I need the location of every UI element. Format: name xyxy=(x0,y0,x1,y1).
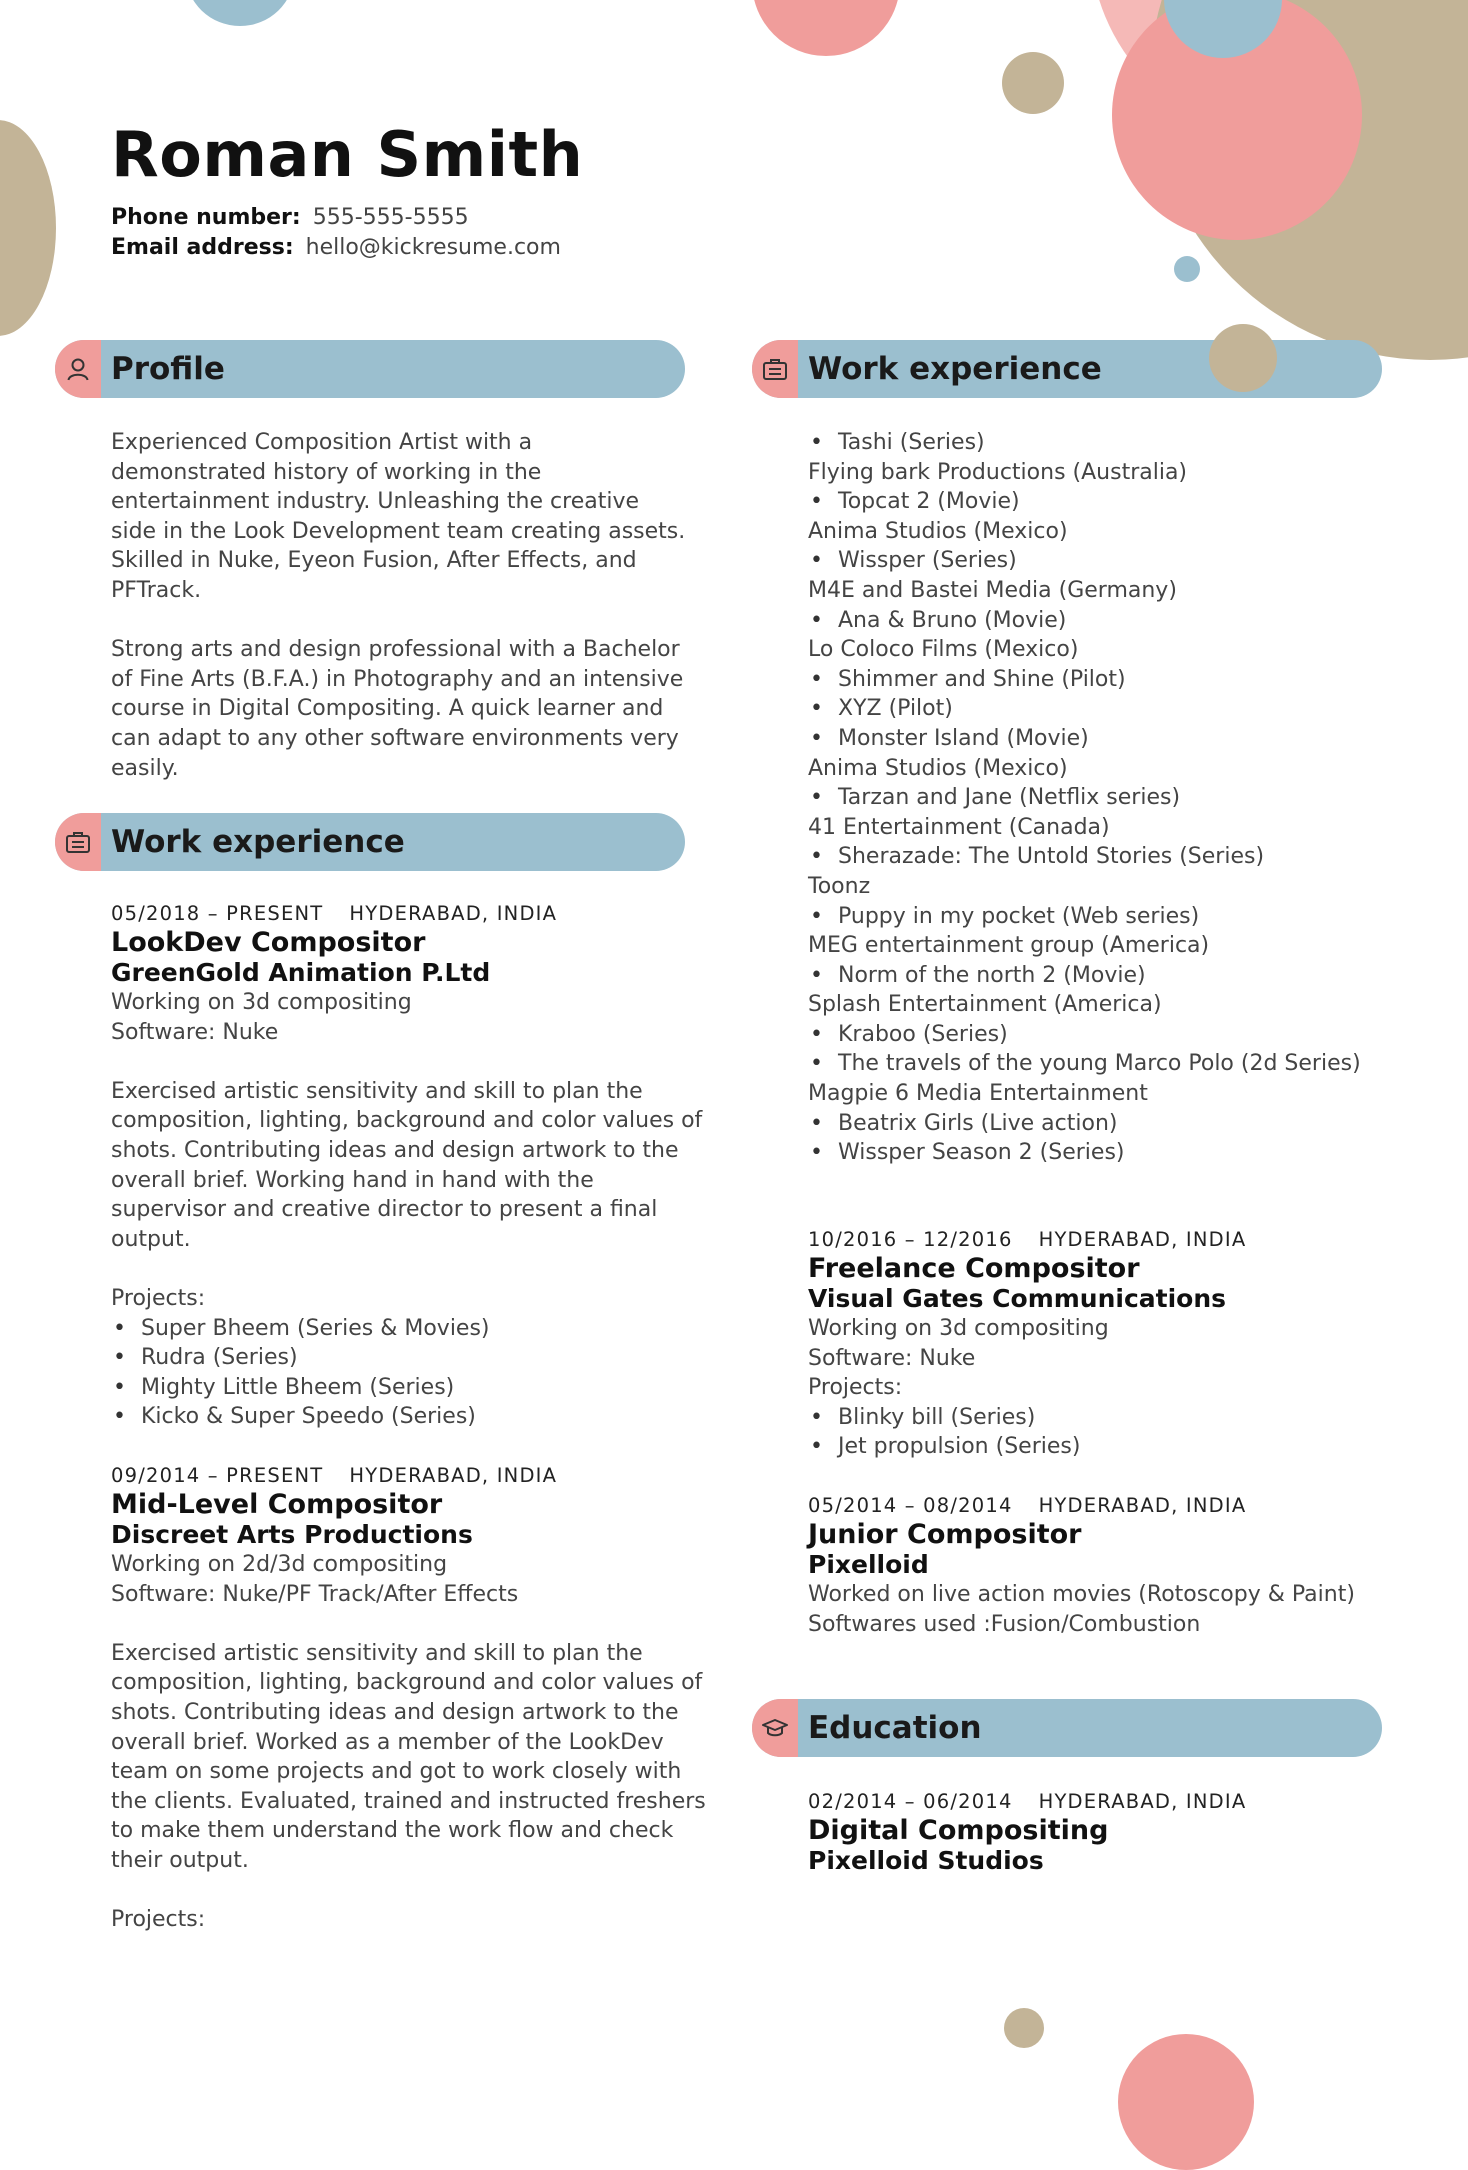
list-item: • Wissper Season 2 (Series) xyxy=(808,1138,1428,1168)
education-section-header xyxy=(752,1699,1382,1757)
list-item: • Tashi (Series) xyxy=(808,428,1428,458)
job-entry xyxy=(808,1226,1428,1462)
list-item: • Super Bheem (Series & Movies) xyxy=(111,1314,711,1344)
job-meta xyxy=(111,1462,711,1490)
work-icon-badge xyxy=(55,813,101,871)
list-item: • XYZ (Pilot) xyxy=(808,694,1428,724)
profile-icon-badge xyxy=(55,340,101,398)
job-dates: 05/2018 – PRESENT xyxy=(111,902,324,925)
job-line: Working on 3d compositing xyxy=(111,990,412,1015)
job-title: Mid-Level Compositor xyxy=(111,1489,443,1520)
education-meta xyxy=(808,1788,1428,1816)
job-dates: 05/2014 – 08/2014 xyxy=(808,1494,1013,1517)
continued-list xyxy=(808,428,1428,1168)
decor-circle xyxy=(752,0,900,56)
education-dates: 02/2014 – 06/2014 xyxy=(808,1790,1013,1813)
decor-circle xyxy=(1002,52,1064,114)
briefcase-icon xyxy=(761,356,789,382)
list-item: • Blinky bill (Series) xyxy=(808,1403,1428,1433)
email-label: Email address: xyxy=(111,235,294,260)
bullet-list xyxy=(808,1109,1428,1139)
studio-line: 41 Entertainment (Canada) xyxy=(808,814,1110,840)
job-entry xyxy=(111,900,711,1432)
job-line: Worked on live action movies (Rotoscopy & Paint) xyxy=(808,1582,1355,1607)
list-item: • Kicko & Super Speedo (Series) xyxy=(111,1402,711,1432)
continued-projects xyxy=(808,428,1428,1168)
job-title: Junior Compositor xyxy=(808,1519,1082,1550)
list-item: • Mighty Little Bheem (Series) xyxy=(111,1373,711,1403)
education-icon-badge xyxy=(752,1699,798,1757)
work-section-title: Work experience xyxy=(808,351,1102,387)
job-title: Freelance Compositor xyxy=(808,1253,1140,1284)
profile-paragraph: Experienced Composition Artist with a demonstrated history of working in the entertainment industry. Unleashing the creative side in the Look Development team creating assets. Skilled in Nuke, Eyeon Fusion, After Effects, and PFTrack. xyxy=(111,430,686,603)
studio-line: Anima Studios (Mexico) xyxy=(808,518,1068,544)
bullet-list xyxy=(808,961,1428,991)
projects-label: Projects: xyxy=(808,1375,903,1401)
list-item: • Jet propulsion (Series) xyxy=(808,1432,1428,1462)
bullet-list xyxy=(808,487,1428,517)
projects-list xyxy=(808,1403,1428,1462)
job-meta xyxy=(808,1492,1428,1520)
job-line: Software: Nuke xyxy=(111,1019,279,1045)
list-item: • Topcat 2 (Movie) xyxy=(808,487,1428,517)
job-company: GreenGold Animation P.Ltd xyxy=(111,958,491,987)
profile-text xyxy=(111,428,691,783)
job-meta xyxy=(808,1226,1428,1254)
phone-value: 555-555-5555 xyxy=(312,205,469,230)
list-item: • The travels of the young Marco Polo (2d Series) xyxy=(808,1049,1428,1079)
job-title: LookDev Compositor xyxy=(111,927,426,958)
job-line: Software: Nuke/PF Track/After Effects xyxy=(111,1581,519,1607)
person-name: Roman Smith xyxy=(111,118,584,191)
work-section-title: Work experience xyxy=(111,824,405,860)
list-item: • Puppy in my pocket (Web series) xyxy=(808,902,1428,932)
studio-line: Lo Coloco Films (Mexico) xyxy=(808,637,1079,663)
job-description: Exercised artistic sensitivity and skill to plan the composition, lighting, background and color values of shots. Contributing ideas and design artwork to the overall brief. Working hand in hand with the supervisor and creative director to present a final output. xyxy=(111,1078,703,1252)
education-location: HYDERABAD, INDIA xyxy=(1038,1790,1247,1813)
education-section-title: Education xyxy=(808,1710,982,1746)
list-item: • Kraboo (Series) xyxy=(808,1020,1428,1050)
job-description: Exercised artistic sensitivity and skill to plan the composition, lighting, background and color values of shots. Contributing ideas and design artwork to the overall brief. Worked as a member of the LookDev team on some projects and got to work closely with the clients. Evaluated, trained and instructed freshers to make them understand the work flow and check their output. xyxy=(111,1640,706,1873)
decor-circle xyxy=(1118,2034,1254,2170)
bullet-list xyxy=(808,783,1428,813)
education-school: Pixelloid Studios xyxy=(808,1846,1044,1875)
studio-line: Anima Studios (Mexico) xyxy=(808,755,1068,781)
education-title: Digital Compositing xyxy=(808,1815,1109,1846)
bullet-list xyxy=(808,902,1428,932)
list-item: • Rudra (Series) xyxy=(111,1343,711,1373)
list-item: • Wissper (Series) xyxy=(808,546,1428,576)
job-location: HYDERABAD, INDIA xyxy=(1038,1228,1247,1251)
email-row xyxy=(111,233,561,263)
profile-section-header xyxy=(55,340,685,398)
studio-line: M4E and Bastei Media (Germany) xyxy=(808,577,1177,603)
bullet-list xyxy=(808,1020,1428,1050)
person-icon xyxy=(65,356,91,382)
bullet-list xyxy=(808,694,1428,724)
list-item: • Norm of the north 2 (Movie) xyxy=(808,961,1428,991)
projects-label: Projects: xyxy=(111,1907,206,1933)
projects-list xyxy=(111,1314,711,1432)
job-company: Discreet Arts Productions xyxy=(111,1520,473,1549)
studio-line: MEG entertainment group (America) xyxy=(808,933,1210,959)
studio-line: Splash Entertainment (America) xyxy=(808,992,1162,1018)
studio-line: Flying bark Productions (Australia) xyxy=(808,459,1188,485)
job-location: HYDERABAD, INDIA xyxy=(349,902,558,925)
list-item: • Sherazade: The Untold Stories (Series) xyxy=(808,842,1428,872)
job-entry xyxy=(808,1492,1428,1639)
list-item: • Shimmer and Shine (Pilot) xyxy=(808,665,1428,695)
profile-section-title: Profile xyxy=(111,351,225,387)
contact-block xyxy=(111,203,561,263)
work-icon-badge xyxy=(752,340,798,398)
job-line: Working on 3d compositing xyxy=(808,1316,1109,1341)
decor-circle xyxy=(0,120,56,336)
phone-label: Phone number: xyxy=(111,205,301,230)
job-company: Pixelloid xyxy=(808,1550,929,1579)
job-line: Software: Nuke xyxy=(808,1345,976,1371)
bullet-list xyxy=(808,842,1428,872)
job-meta xyxy=(111,900,711,928)
work-section-header xyxy=(752,340,1382,398)
work-section-right xyxy=(752,340,1382,398)
list-item: • Ana & Bruno (Movie) xyxy=(808,606,1428,636)
job-dates: 09/2014 – PRESENT xyxy=(111,1464,324,1487)
education-entry xyxy=(808,1788,1428,1876)
job-dates: 10/2016 – 12/2016 xyxy=(808,1228,1013,1251)
profile-paragraph: Strong arts and design professional with a Bachelor of Fine Arts (B.F.A.) in Photography and an intensive course in Digital Compositing. A quick learner and can adapt to any other software environments very easily. xyxy=(111,637,684,781)
briefcase-icon xyxy=(64,829,92,855)
decor-circle xyxy=(186,0,294,26)
job-line: Working on 2d/3d compositing xyxy=(111,1552,448,1577)
list-item: • Monster Island (Movie) xyxy=(808,724,1428,754)
bullet-list xyxy=(808,665,1428,695)
list-item: • Beatrix Girls (Live action) xyxy=(808,1109,1428,1139)
studio-line: Toonz xyxy=(808,873,871,899)
bullet-list xyxy=(808,428,1428,458)
email-value: hello@kickresume.com xyxy=(305,235,561,260)
job-company: Visual Gates Communications xyxy=(808,1284,1227,1313)
job-location: HYDERABAD, INDIA xyxy=(349,1464,558,1487)
list-item: • Tarzan and Jane (Netflix series) xyxy=(808,783,1428,813)
bullet-list xyxy=(808,1138,1428,1168)
graduation-cap-icon xyxy=(761,1716,789,1740)
bullet-list xyxy=(808,606,1428,636)
job-line: Softwares used :Fusion/Combustion xyxy=(808,1611,1201,1637)
work-section-left xyxy=(55,813,685,871)
bullet-list xyxy=(808,724,1428,754)
decor-circle xyxy=(1209,324,1277,392)
decor-circle xyxy=(1174,256,1200,282)
phone-row xyxy=(111,203,561,233)
projects-label: Projects: xyxy=(111,1285,206,1311)
bullet-list xyxy=(808,1049,1428,1079)
education-section xyxy=(752,1699,1382,1757)
decor-circle xyxy=(1004,2008,1044,2048)
job-entry xyxy=(111,1462,711,1935)
studio-line: Magpie 6 Media Entertainment xyxy=(808,1081,1148,1107)
work-section-header xyxy=(55,813,685,871)
bullet-list xyxy=(808,546,1428,576)
job-location: HYDERABAD, INDIA xyxy=(1038,1494,1247,1517)
